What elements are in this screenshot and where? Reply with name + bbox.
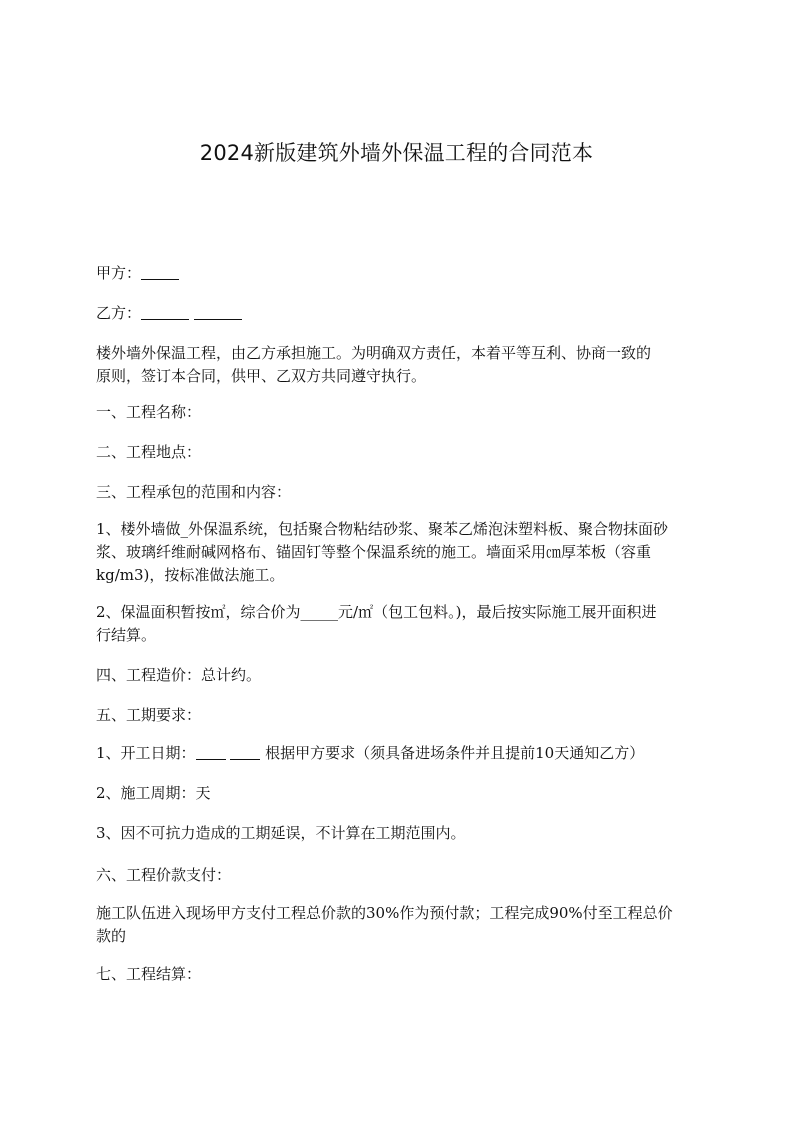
payment-line-2: 款的	[96, 927, 127, 945]
start-date-blank-1	[196, 744, 226, 760]
start-date-note: 根据甲方要求（须具备进场条件并且提前10天通知乙方）	[265, 744, 645, 762]
scope-item-2-line-1: 2、保温面积暂按㎡，综合价为_____元/㎡（包工包料。)，最后按实际施工展开面积进	[96, 603, 657, 621]
intro-line-1: 楼外墙外保温工程，由乙方承担施工。为明确双方责任，本着平等互利、协商一致的	[96, 344, 652, 362]
section-payment: 六、工程价款支付：	[96, 866, 232, 884]
section-settlement: 七、工程结算：	[96, 965, 202, 983]
party-b-blank-2	[194, 304, 242, 320]
document-title: 2024新版建筑外墙外保温工程的合同范本	[199, 141, 594, 165]
section-project-location: 二、工程地点：	[96, 443, 202, 461]
intro-paragraph	[96, 342, 706, 388]
scope-item-1	[96, 518, 706, 587]
party-b-line	[96, 302, 706, 325]
start-date-blank-2	[230, 744, 260, 760]
section-cost: 四、工程造价：总计约。	[96, 666, 262, 684]
scope-item-2	[96, 601, 706, 647]
schedule-item-2: 2、施工周期：天	[96, 784, 211, 802]
party-b-blank-1	[141, 304, 189, 320]
section-project-name: 一、工程名称：	[96, 403, 202, 421]
payment-paragraph	[96, 902, 706, 948]
party-b-label: 乙方：	[96, 304, 142, 322]
party-a-label: 甲方：	[96, 264, 142, 282]
party-a-blank	[141, 264, 179, 280]
section-schedule: 五、工期要求：	[96, 706, 202, 724]
intro-line-2: 原则，签订本合同，供甲、乙双方共同遵守执行。	[96, 367, 427, 385]
scope-item-2-line-2: 行结算。	[96, 626, 157, 644]
start-date-label: 1、开工日期：	[96, 744, 196, 762]
schedule-item-3: 3、因不可抗力造成的工期延误，不计算在工期范围内。	[96, 824, 466, 842]
payment-line-1: 施工队伍进入现场甲方支付工程总价款的30%作为预付款；工程完成90%付至工程总价	[96, 904, 673, 922]
section-scope: 三、工程承包的范围和内容：	[96, 483, 292, 501]
scope-item-1-line-3: kg/m3)，按标准做法施工。	[96, 566, 285, 584]
schedule-item-1	[96, 742, 706, 765]
scope-item-1-line-2: 浆、玻璃纤维耐碱网格布、锚固钉等整个保温系统的施工。墙面采用㎝厚苯板（容重	[96, 543, 652, 561]
party-a-line	[96, 262, 706, 285]
scope-item-1-line-1: 1、楼外墙做_外保温系统，包括聚合物粘结砂浆、聚苯乙烯泡沫塑料板、聚合物抹面砂	[96, 520, 669, 538]
